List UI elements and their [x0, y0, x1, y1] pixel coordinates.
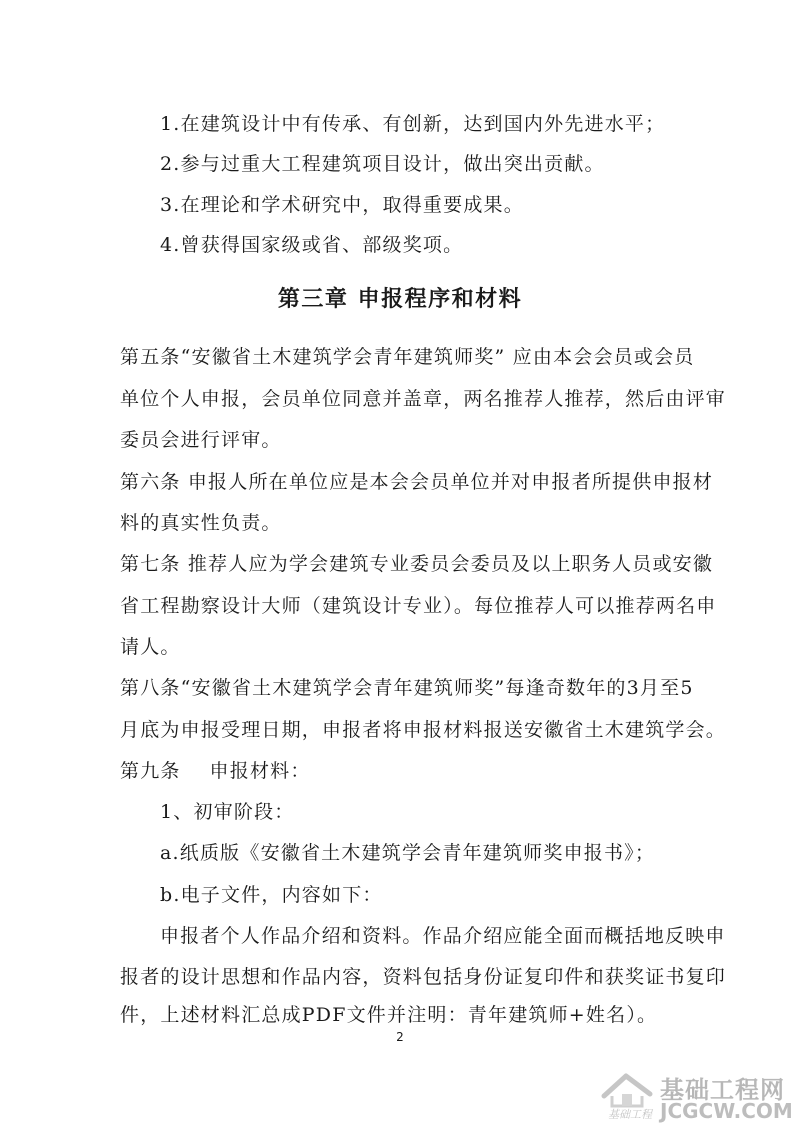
article-6-line-1: 第六条 申报人所在单位应是本会会员单位并对申报者所提供申报材: [120, 471, 714, 493]
article-7-line-2: 省工程勘察设计大师（建筑设计专业）。每位推荐人可以推荐两名申: [120, 595, 717, 617]
watermark-name: 基础工程网: [660, 1076, 785, 1104]
site-watermark: [600, 1066, 795, 1126]
article-7-line-1: 第七条 推荐人应为学会建筑专业委员会委员及以上职务人员或安徽: [120, 553, 714, 575]
article-8-line-2: 月底为申报受理日期，申报者将申报材料报送安徽省土木建筑学会。: [120, 719, 727, 741]
description-line-3: 件，上述材料汇总成PDF文件并注明：青年建筑师+姓名）。: [120, 1004, 658, 1026]
criterion-3: 3.在理论和学术研究中，取得重要成果。: [160, 194, 524, 216]
watermark-script-text: 基础工程: [608, 1108, 652, 1121]
criterion-4: 4.曾获得国家级或省、部级奖项。: [160, 234, 464, 256]
item-b: b.电子文件，内容如下：: [160, 884, 383, 906]
item-a: a.纸质版《安徽省土木建筑学会青年建筑师奖申报书》；: [160, 842, 656, 864]
page-number: 2: [396, 1030, 404, 1044]
article-7-line-3: 请人。: [120, 636, 181, 658]
criterion-1: 1.在建筑设计中有传承、有创新，达到国内外先进水平；: [160, 113, 666, 135]
stage-1-label: 1、初审阶段：: [160, 801, 295, 823]
chapter-title: 第三章 申报程序和材料: [277, 287, 523, 312]
article-5-line-3: 委员会进行评审。: [120, 429, 282, 451]
watermark-domain: JCGCW.COM: [660, 1099, 793, 1123]
article-8-line-1: 第八条“安徽省土木建筑学会青年建筑师奖”每逢奇数年的3月至5: [120, 677, 694, 699]
description-line-2: 报者的设计思想和作品内容，资料包括身份证复印件和获奖证书复印: [120, 966, 727, 988]
description-line-1: 申报者个人作品介绍和资料。作品介绍应能全面而概括地反映申: [160, 925, 726, 947]
article-5-line-1: 第五条“安徽省土木建筑学会青年建筑师奖” 应由本会会员或会员: [120, 346, 695, 368]
article-9: 第九条 申报材料：: [120, 760, 311, 782]
article-5-line-2: 单位个人申报，会员单位同意并盖章，两名推荐人推荐，然后由评审: [120, 388, 727, 410]
article-6-line-2: 料的真实性负责。: [120, 512, 282, 534]
criterion-2: 2.参与过重大工程建筑项目设计，做出突出贡献。: [160, 153, 605, 175]
